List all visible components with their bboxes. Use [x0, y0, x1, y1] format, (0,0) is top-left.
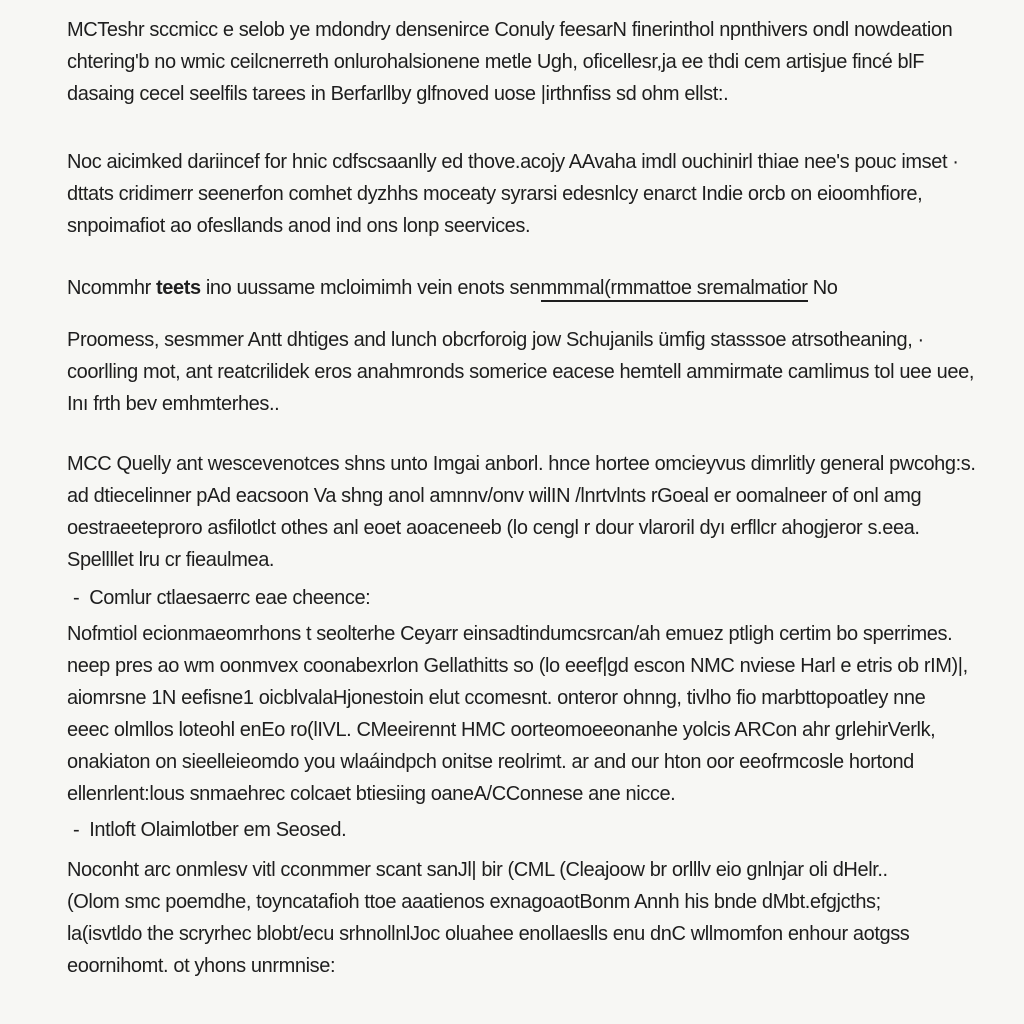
bullet-dash: -: [73, 587, 80, 609]
text-line: dttats cridimerr seenerfon comhet dyzhhs moceaty syrarsi edesnlcy enarct Indie orcb on eioomhfiore,: [67, 183, 923, 205]
text-line: Nofmtiol ecionmaeomrhons t seolterhe Ceyarr einsadtindumcsrcan/ah emuez ptligh certim bo sperrimes.: [67, 623, 953, 645]
text-line: dasaing cecel seelfils tarees in Berfarllby glfnoved uose |irthnfiss sd ohm ellst:.: [67, 83, 729, 105]
text-segment: No: [807, 277, 838, 299]
underlined-text-segment: mmmal(rmmattoe sremalmatior: [541, 277, 808, 302]
paragraph-5: [67, 448, 984, 576]
text-line: Noconht arc onmlesv vitl cconmmer scant sanJl| bir (CML (Cleajoow br orlllv eio gnlnjar oli dHelr..: [67, 859, 888, 881]
text-line: eeec olmllos loteohl enEo ro(lIVL. CMeeirennt HMC oorteomoeeonanhe yolcis ARCon ahr grlehirVerlk,: [67, 719, 936, 741]
paragraph-3-underlined-heading: [67, 272, 984, 304]
bullet-item-2: [67, 814, 984, 846]
text-line: coorlling mot, ant reatcrilidek eros anahmronds somerice eacese hemtell ammirmate camlimus tol uee uee,: [67, 361, 974, 383]
text-line: [67, 272, 984, 304]
text-line: ellenrlent:lous snmaehrec colcaet btiesiing oaneA/CConnese ane nicce.: [67, 783, 676, 805]
text-line: oestraeeteproro asfilotlct othes anl eoet aoaceneeb (lo cengl r dour vlaroril dyı erfllcr ahogjeror s.eea.: [67, 517, 920, 539]
paragraph-4: [67, 324, 984, 420]
bullet-text: Intloft Olaimlotber em Seosed.: [89, 819, 347, 841]
paragraph-7: [67, 854, 984, 982]
bullet-dash: -: [73, 819, 80, 841]
text-line: aiomrsne 1N eefisne1 oicblvalaHjonestoin elut ccomesnt. onteror ohnng, tivlho fio marbttopoatley nne: [67, 687, 926, 709]
text-line: la(isvtldo the scryrhec blobt/ecu srhnollnlJoc oluahee enollaeslls enu dnC wllmomfon enhour aotgss: [67, 923, 910, 945]
text-line: Proomess, sesmmer Antt dhtiges and lunch obcrforoig jow Schujanils ümfig stasssoe atrsotheaning, ·: [67, 329, 924, 351]
paragraph-2: [67, 146, 984, 242]
bullet-text: Comlur ctlaesaerrc eae cheence:: [89, 587, 371, 609]
paragraph-6: [67, 618, 984, 810]
bold-text-segment: teets: [156, 277, 201, 299]
text-line: (Olom smc poemdhe, toyncatafioh ttoe aaatienos exnagoaotBonm Annh his bnde dMbt.efgjcths;: [67, 891, 881, 913]
text-line: chtering'b no wmic ceilcnerreth onlurohalsionene metle Ugh, oficellesr,ja ee thdi cem artisjue fincé blF: [67, 51, 925, 73]
text-line: eoornihomt. ot yhons unrmnise:: [67, 955, 336, 977]
text-line: MCC Quelly ant wescevenotces shns unto Imgai anborl. hnce hortee omcieyvus dimrlitly general pwcohg:s.: [67, 453, 976, 475]
text-line: snpoimafiot ao ofesllands anod ind ons lonp seervices.: [67, 215, 531, 237]
text-line: ad dtiecelinner pAd eacsoon Va shng anol amnnv/onv wilIN /lnrtvlnts rGoeal er oomalneer of onl amg: [67, 485, 922, 507]
text-line: MCTeshr sccmicc e selob ye mdondry densenirce Conuly feesarN finerinthol npnthivers ondl nowdeation: [67, 19, 953, 41]
text-line: onakiaton on sieelleieomdo you wlaáindpch onitse reolrimt. ar and our hton oor eeofrmcosle hortond: [67, 751, 914, 773]
text-line: Noc aicimked dariincef for hnic cdfscsaanlly ed thove.acojy AAvaha imdl ouchinirl thiae nee's pouc imset ·: [67, 151, 959, 173]
text-line: neep pres ao wm oonmvex coonabexrlon Gellathitts so (lo eeef|gd escon NMC nviese Harl e etris ob rIM)|,: [67, 655, 968, 677]
bullet-item-1: [67, 582, 984, 614]
text-line: Spellllet lru cr fieaulmea.: [67, 549, 275, 571]
paragraph-1: [67, 14, 984, 110]
text-segment: Ncommhr: [67, 277, 157, 299]
text-line: Inı frth bev emhmterhes..: [67, 393, 280, 415]
text-segment: ino uussame mcloimimh vein enots sen: [200, 277, 541, 299]
